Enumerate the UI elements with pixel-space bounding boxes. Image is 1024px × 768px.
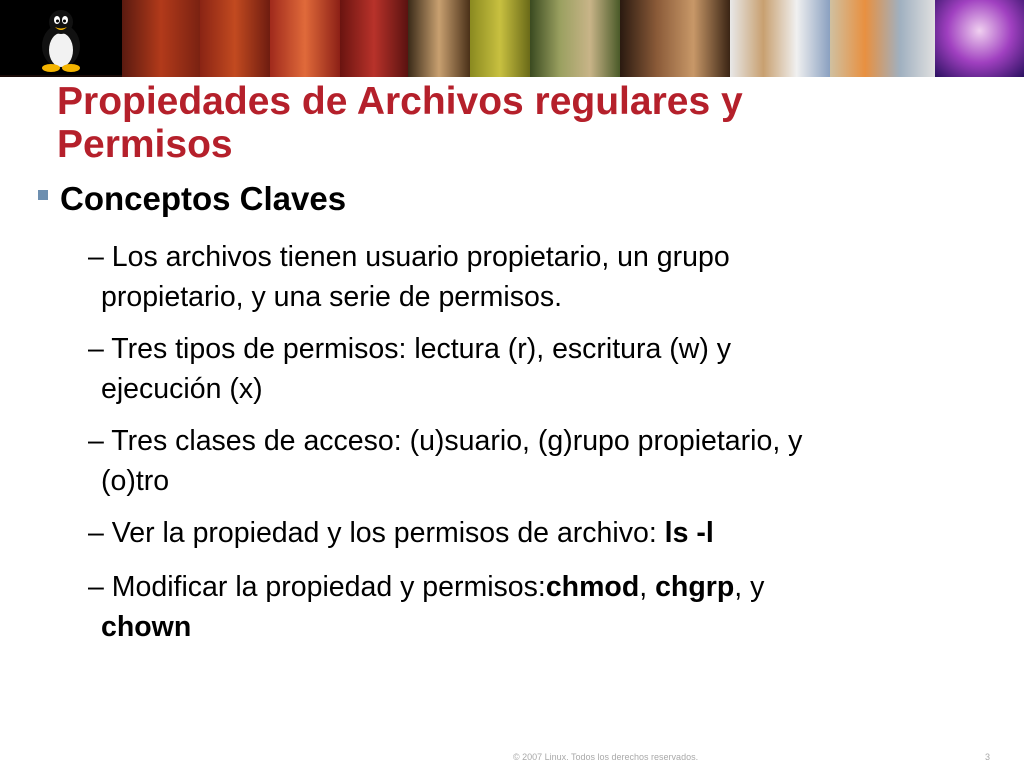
main-bullet (38, 180, 346, 218)
item-1-line1: Los archivos tienen usuario propietario, un grupo (111, 241, 730, 273)
item-1-line2: propietario, y una serie de permisos. (101, 281, 562, 313)
tux-logo (0, 0, 122, 75)
header-banner (0, 0, 1024, 77)
item-2-line2: ejecución (x) (101, 373, 263, 405)
dash-icon: – (88, 571, 104, 603)
page-number: 3 (985, 752, 991, 762)
item-3-line2: (o)tro (101, 465, 170, 497)
command-chmod: chmod (545, 571, 640, 603)
command-chgrp: chgrp (655, 571, 735, 603)
dash-icon: – (88, 333, 104, 365)
footer-copyright: © 2007 Linux. Todos los derechos reservados. (513, 752, 699, 762)
dash-icon: – (88, 425, 104, 457)
list-item (88, 513, 968, 553)
item-5-sep2: , y (734, 571, 765, 603)
banner-photo-4 (340, 0, 408, 77)
title-line-1: Propiedades de Archivos regulares y (57, 80, 743, 123)
bullet-square-icon (38, 190, 48, 200)
list-item (88, 329, 968, 409)
item-5-sep1: , (639, 571, 656, 603)
banner-photo-5 (408, 0, 470, 77)
list-item (88, 421, 968, 501)
banner-photo-10 (830, 0, 935, 77)
banner-photo-7 (530, 0, 620, 77)
banner-photo-11 (935, 0, 1024, 77)
command-ls: ls -l (664, 517, 714, 549)
banner-photo-9 (730, 0, 830, 77)
command-chown: chown (101, 611, 192, 643)
dash-icon: – (88, 517, 104, 549)
slide-title (57, 80, 957, 166)
list-item (88, 237, 968, 317)
banner-photo-3 (270, 0, 340, 77)
section-heading: Conceptos Claves (60, 180, 347, 217)
banner-photo-6 (470, 0, 530, 77)
item-4-line1: Ver la propiedad y los permisos de archivo: (111, 517, 665, 549)
item-5-line1: Modificar la propiedad y permisos: (111, 571, 546, 603)
list-item (88, 567, 968, 647)
item-3-line1: Tres clases de acceso: (u)suario, (g)rupo propietario, y (111, 425, 803, 457)
banner-photo-8 (620, 0, 730, 77)
title-line-2: Permisos (57, 123, 233, 166)
item-2-line1: Tres tipos de permisos: lectura (r), escritura (w) y (111, 333, 732, 365)
dash-icon: – (88, 241, 104, 273)
banner-photo-2 (200, 0, 270, 77)
banner-photo-1 (122, 0, 200, 77)
